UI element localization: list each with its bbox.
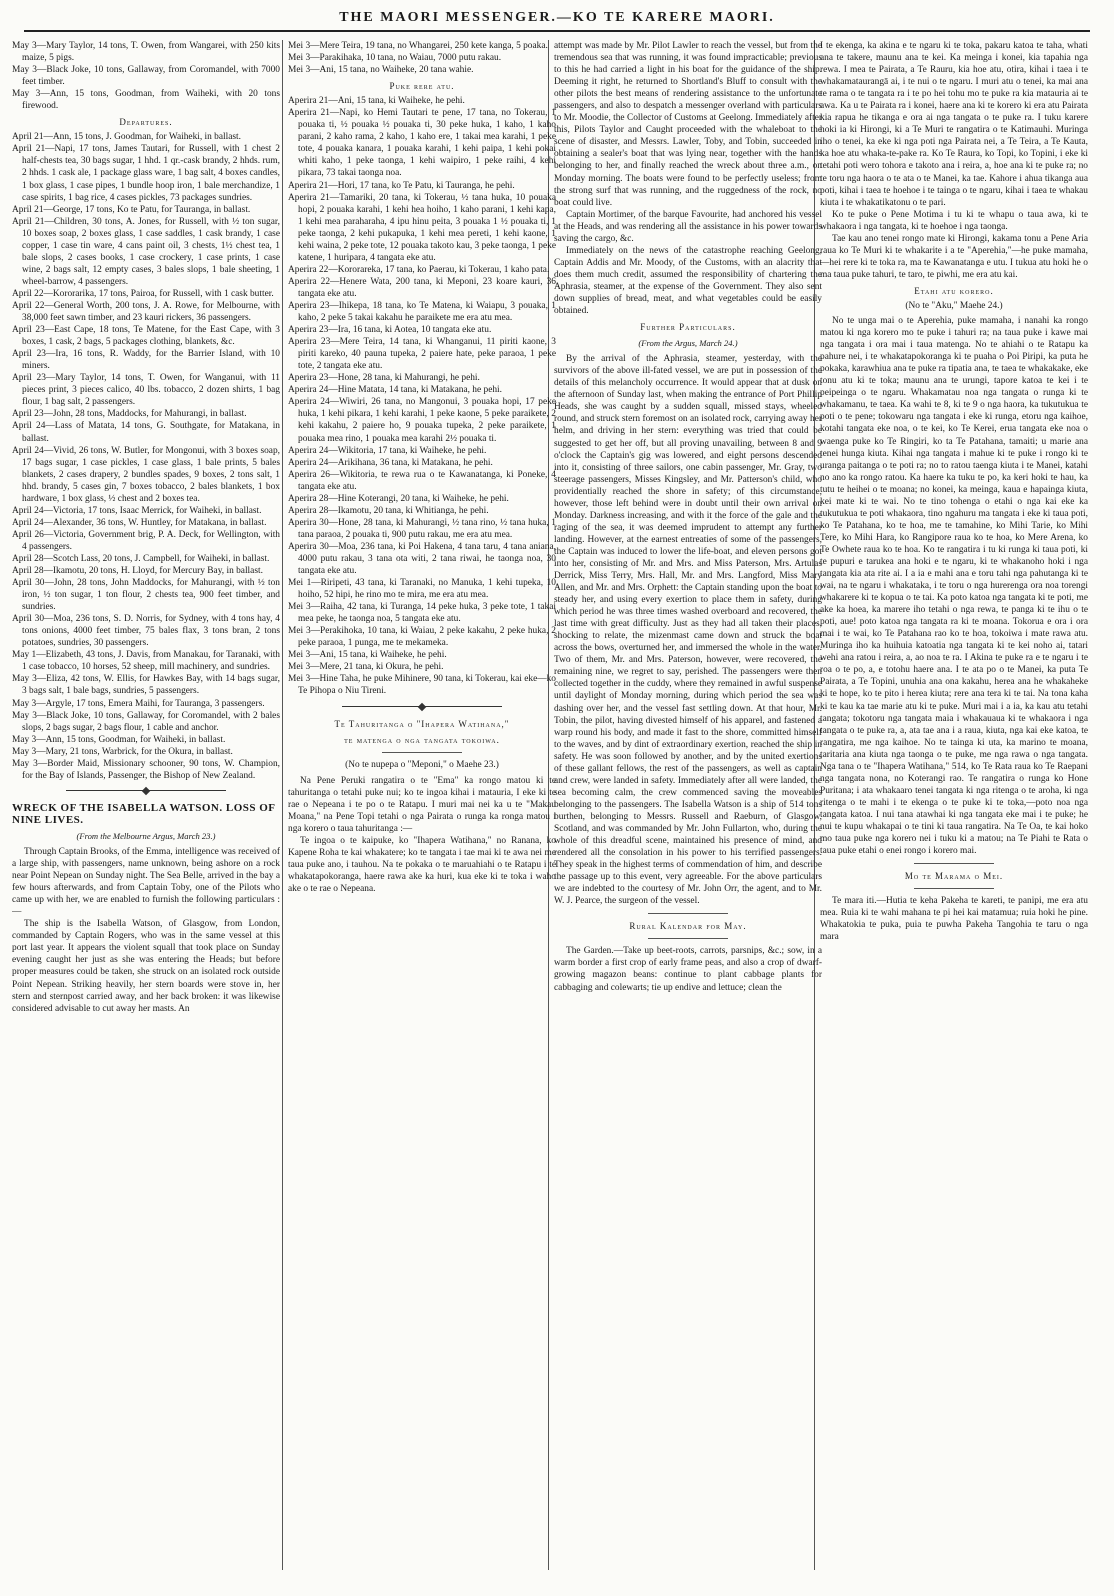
shipping-entry: April 24—Victoria, 17 tons, Isaac Merrick, for Waiheki, in ballast.	[12, 505, 262, 516]
arrivals-list	[12, 40, 280, 112]
paragraph: Tae kau ano tenei rongo mate ki Hirongi, kakama tonu a Pene Aria raua ko Te Muri ki te whakarite i a te "Aperehia,"—he puke mamaha,—hei rere ki te toka ra, ma te Kawanatanga e utu. I tukua atu hoki he o ma taua puke tahuri, te taro, te piwhi, me era atu kai.	[820, 233, 1088, 280]
shipping-entry: April 22—Kororarika, 17 tons, Pairoa, for Russell, with 1 cask butter.	[12, 288, 274, 299]
shipping-entry: May 3—Ann, 15 tons, Goodman, from Waiheki, with 20 tons firewood.	[12, 89, 280, 112]
shipping-entry: April 24—Lass of Matata, 14 tons, G. Southgate, for Matakana, in ballast.	[12, 421, 280, 444]
shipping-entry: Aperira 21—Ani, 15 tana, ki Waiheke, he pehi.	[288, 96, 465, 107]
short-rule	[914, 888, 994, 889]
calendar-heading: Mo te Marama o Mei.	[904, 871, 1004, 882]
shipping-entry: Mei 3—Hine Taha, he puke Mihinere, 90 tana, ki Tokerau, kai eke—ko Te Pihopa o Niu Tireni.	[288, 674, 556, 697]
departures-heading: Puke rere atu.	[389, 81, 455, 92]
shipping-entry: May 3—Black Joke, 10 tons, Gallaway, from Coromandel, with 7000 feet timber.	[12, 65, 280, 88]
column-4	[820, 40, 1088, 1580]
paragraph: Te ingoa o te kaipuke, ko "Ihapera Watihana," no Ranana, ko Kapene Roha te kai whakatere; ko te tangata i tae mai ki te awa nei me taua puke ano, i tauhou. Na te pokaka o te maruahiahi o te Ratapu i te whakatapokoranga, haere rawa ake ka huri, kua eke ki te toka i waho ake o te rae o Nepeana.	[288, 835, 556, 895]
wreck-heading: Te Tahuritanga o "Ihapera Watihana,"	[334, 718, 510, 729]
short-rule	[648, 913, 728, 914]
paragraph: Immediately on the news of the catastrophe reaching Geelong, Captain Addis and Mr. Moody, of the Customs, with an alacrity that does them much credit, assumed the responsibility of chartering the Aphrasia, steamer, at the expense of the Government. They also sent down supplies of bread, meat, and what vegetables could be easily obtained.	[554, 245, 822, 317]
departures-heading: Departures.	[119, 117, 173, 128]
column-2	[288, 40, 556, 1580]
arrivals-list	[288, 40, 556, 76]
column-3	[554, 40, 822, 1580]
shipping-entry: April 21—George, 17 tons, Ko te Patu, for Tauranga, in ballast.	[12, 204, 251, 215]
shipping-entry: May 3—Ann, 15 tons, Goodman, for Waiheki, in ballast.	[12, 734, 226, 745]
shipping-entry: April 21—Ann, 15 tons, J. Goodman, for Waiheki, in ballast.	[12, 132, 241, 143]
shipping-entry: April 23—East Cape, 18 tons, Te Matene, for the East Cape, with 3 boxes, 1 cask, 2 bags, 5 packages clothing, blankets, &c.	[12, 325, 280, 348]
shipping-entry: Aperira 24—Wiwiri, 26 tana, no Mangonui, 3 pouaka hopi, 17 peke huka, 1 kehi pikara, 1 kehi karahi, 1 peke kaone, 5 peke paraikete, 2 kehi kakahu, 2 paiere ho, 9 pouaka tupeka, 2 peke paraikete, 1 pouaka mea rino, 1 pouaka mea karahi 2½ pouaka ti.	[288, 397, 556, 444]
shipping-entry: Mei 1—Riripeti, 43 tana, ki Taranaki, no Manuka, 1 kehi tupeka, 10 hoiho, 52 hipi, he rino mo te mira, me era atu mea.	[288, 578, 556, 601]
shipping-entry: Aperira 26—Wikitoria, te rewa rua o te Kawanatanga, ki Poneke, 4 tangata eke atu.	[288, 469, 556, 492]
shipping-entry: April 28—Scotch Lass, 20 tons, J. Campbell, for Waiheki, in ballast.	[12, 553, 270, 564]
shipping-entry: April 21—Napi, 17 tons, James Tautari, for Russell, with 1 chest 2 half-chests tea, 30 bags sugar, 1 hhd. 1 qr.-cask brandy, 2 hhds. rum, 2 hhds. 1 cask ale, 1 package glass ware, 1 bag salt, 4 boxes candles, 1 box glass, 1 case pipes, 1 bundle hoop iron, 1 bale merchandize, 1 case spirits, 1 bag rice, 4 cases pickles, 73 packages sundries.	[12, 144, 280, 203]
short-rule	[382, 752, 462, 753]
paragraph: Na Pene Peruki rangatira o te "Ema" ka rongo matou ki te tahuritanga o tetahi puke nui; ko te ingoa kihai i matauria, I eke ki te rae o Nepeana i te po o te Ratapu. I muri mai nei ka u te "Makau Moana," na Pene Topi tetahi o nga Pairata o runga ka ronga matou i nga korero o taua tahuritanga :—	[288, 775, 556, 834]
shipping-entry: Aperira 23—Mere Teira, 14 tana, ki Whanganui, 11 piriti kaone, 3 piriti kareko, 40 pauna tupeka, 2 paiere hate, peke paraoa, 1 peke tote, 2 tangata eke atu.	[288, 337, 556, 372]
column-1	[12, 40, 280, 1580]
shipping-entry: Aperira 23—Hone, 28 tana, ki Mahurangi, he pehi.	[288, 373, 480, 384]
masthead	[0, 0, 1114, 40]
shipping-entry: April 30—Moa, 236 tons, S. D. Norris, for Sydney, with 4 tons hay, 4 tons onions, 4000 feet timber, 75 bales flax, 3 tons bran, 2 tons potatoes, sundries, 30 passengers.	[12, 614, 280, 649]
further-heading: Etahi atu korero.	[914, 285, 994, 296]
shipping-entry: May 3—Black Joke, 10 tons, Gallaway, for Coromandel, with 2 bales slops, 2 bags sugar, 2 bags flour, 1 cable and anchor.	[12, 710, 280, 733]
wreck-source: (From the Melbourne Argus, March 23.)	[76, 830, 216, 841]
wreck-source: (No te nupepa o "Meponi," o Maehe 23.)	[345, 759, 499, 770]
wreck-heading: WRECK OF THE ISABELLA WATSON. LOSS OF NINE LIVES.	[12, 801, 276, 826]
shipping-entry: Aperira 21—Hori, 17 tana, ko Te Patu, ki Tauranga, he pehi.	[288, 180, 515, 191]
shipping-entry: Aperira 23—Ihikepa, 18 tana, ko Te Matena, ki Waiapu, 3 pouaka, 1 kaho, 2 peke 5 takai kakahu he paraikete me era atu mea.	[288, 300, 556, 324]
departures-list	[288, 95, 556, 697]
shipping-entry: April 30—John, 28 tons, John Maddocks, for Mahurangi, with ½ ton iron, ½ ton sugar, 1 ton flour, 2 chests tea, 900 feet timber, and sundries.	[12, 578, 280, 613]
paragraph: attempt was made by Mr. Pilot Lawler to reach the vessel, but from the tremendous sea that was running, it was found impracticable; previous to this he had carried a light in his boat for the guidance of the ship. Deeming it right, he returned to Shortland's Bluff to consult with the other pilots the best means of rendering assistance to the unfortunate passengers, and also to despatch a messenger overland with particulars to Mr. Moodie, the Collector of Customs at Geelong. Immediately after this, Pilots Taylor and Caught proceeded with the whaleboat to the scene of disaster, and Messrs. Lawler, Toby, and Tobin, succeeded in obtaining a sealer's boat that was lying near, together with the hands belonging to her, and finally reached the wreck about three a.m., on Monday morning. The boats were found to be perfectly useless; from the strong surf that was running, and the ruggedness of the rock, no boat could live.	[554, 41, 822, 208]
shipping-entry: April 23—Mary Taylor, 14 tons, T. Owen, for Wanganui, with 11 pieces print, 3 pieces calico, 40 lbs. tobacco, 2 dozen shirts, 1 bag flour, 1 bag salt, 2 passengers.	[12, 373, 280, 408]
shipping-entry: Aperira 30—Hone, 28 tana, ki Mahurangi, ½ tana rino, ½ tana huka, 1 tana paraoa, 2 pouaka ti, 900 putu rakau, me era atu mea.	[288, 517, 556, 540]
shipping-entry: Aperira 23—Ira, 16 tana, ki Aotea, 10 tangata eke atu.	[288, 325, 492, 336]
shipping-entry: Mei 3—Ani, 15 tana, ki Waiheke, he pehi.	[288, 650, 447, 661]
shipping-entry: Mei 3—Mere, 21 tana, ki Okura, he pehi.	[288, 662, 444, 673]
shipping-entry: April 28—Ikamotu, 20 tons, H. Lloyd, for Mercury Bay, in ballast.	[12, 566, 263, 577]
shipping-entry: April 26—Victoria, Government brig, P. A. Deck, for Wellington, with 4 passengers.	[12, 529, 280, 552]
shipping-entry: Aperira 28—Hine Koterangi, 20 tana, ki Waiheke, he pehi.	[288, 493, 509, 504]
short-rule	[648, 938, 728, 939]
shipping-entry: Aperira 24—Hine Matata, 14 tana, ki Matakana, he pehi.	[288, 385, 502, 396]
paragraph: The Garden.—Take up beet-roots, carrots, parsnips, &c.; sow, in a warm border a first crop of early frame peas, and also a crop of dwarf-growing magazon beans: continue to plant cabbage plants for cabbaging and colewarts; tie up endive and lettuce; clean the	[554, 946, 822, 993]
paragraph: No te unga mai o te Aperehia, puke mamaha, i nanahi ka rongo matou ki nga korero mo te puke i tahuri ra; na taua puke i kawe mai nga tangata i ora mai i taua matenga. No te ahiahi o te Ratapu ka pahure nei, i te whakatapokoranga ki te puaha o Poi Piripi, ka puta he pokaka, karawhiua ana te puke ra tipatia ana, te taea te whakakake, eke tonu atu ki te toka; maunu ana te urungi, tapore katoa te kei i te peipeinga o te ngaru. Whakamatau noa nga tangata o runga ki te whakamanu, te taea. Ka wahi te 8, ki te 9 o nga haora, ka tukutukua te poti o te pene; tokowaru nga tangata i eke ki runga, etoru nga kaihoe, kotahi tangata eke noa, o te kei, ko Te Kerei, erua tangata eke noa o waenga puke ko Te Ringiri, ko ta Te Patahana, tamaiti; u marie ana tenei hunga kiuta. Kihai nga tangata i mahue ki te puke i rongo ki te uranga paitanga o te poti ra; no to ratou taenga kiuta i te Manei, katahi no ano ka rongo ratou. Ka haere ka tuku te po, ka keri hoki te hau, ka tutu te heihei o te moana; no konei, ka meinga, kaua e hapainga kiuta, kei mate ki te wai. No te tino tohenga o etahi o nga kai eke ka tukutukua te poti whakaora, tino ngahuru ma tangata i eke ki taua poti, ko Te Patahana, ko te hoa, me te tamahine, ko Mihi Tarie, ko Mihi Tere, ko Mihi Hara, ko Rangipore raua ko te hoa, ko Mere Arena, ko Te Owhete raua ko te hoa. Ko te rangatira i tu ki runga ki taua poti, ki te pupuri e tarukea ana hoki e te ngaru, ki te whakanoho hoki i nga tangata kia ata rite ai. I a ia e mahi ana e toru tahi nga pahutanga ki te wai, na te ngaru i whakataka, i te toru o nga hurerenga ora noa torengi whakarere ki te kopua o te tai. Ka poto katoa nga tangata ki te poti, me ake ka hoea, ka marere iho tetahi o nga rewa, te panga ki te ihu o te poti, aue! poto katoa nga tangata ra ki te moana. Tokorua e ora i ora mai i te wai, ko Te Patahana rao ko te hoa, tokoiwa i mate rawa atu. Muringa iho ka huihuia katoatia nga tangata ki te kei noho ai, tatari wehi ana ratou i reira, a, ao noa te ra. I Akina te puke ra e te ngaru i te roa o te po, a, e totohu haere ana. I te ata po o te Manei, ka puta Te Pairata, a Te Topini, unuhia ana ona kakahu, herea ana he whakaheke ki te hope, ko te pito i herea kiuta; rere ana tera ki te tai. Na tona kaha ki te kau ka tae marie atu ki te puke. Muri mai i a ia, ka kau atu tetahi tangata; tokotoru nga tangata maia i whakauaua ki te whakaora i nga tangata o te puke ra, a, ata tae ana i a raua, kiuta, nga kai eke katoa, te rangatira, me nga kaihoe. No te tainga ki uta, ka marino te moana, taritaria ana kiuta nga taonga o te puke, me nga rawa o nga tangata. Nga tana o te "Ihapera Watihana," 514, ko Te Rata raua ko Te Raepani nga tangata nona, no Koterangi rao. Te rangatira o runga ko Hone Puritana; i ata whakaaro tenei tangata ki nga ritenga o te aroha, ki nga ritenga o te mahi i te ekenga o te puke ki te toka,—poto noa nga tangata katoa. I nui tana atawhai ki nga tangata eke mai i te puke; he nui te kupu whakapai o te tini ki taua rangatira. Na Te Oa, te kai hoko mo taua puke nga korero nei i tuku ki a matou; na Te Piahi te Rata o taua puke etahi o enei rongo i korero mai.	[820, 316, 1088, 857]
masthead-title: THE MAORI MESSENGER.—KO TE KARERE MAORI.	[339, 10, 775, 25]
shipping-entry: Aperira 28—Ikamotu, 20 tana, ki Whitianga, he pehi.	[288, 505, 489, 516]
masthead-rule	[24, 30, 1090, 32]
calendar-heading: Rural Kalendar for May.	[629, 921, 747, 932]
shipping-entry: Aperira 22—Henere Wata, 200 tana, ki Meponi, 23 koare kauri, 36 tangata eke atu.	[288, 276, 556, 299]
section-separator	[66, 790, 227, 796]
further-source: (From the Argus, March 24.)	[638, 338, 738, 349]
shipping-entry: Aperira 21—Napi, ko Hemi Tautari te pene, 17 tana, no Tokerau, 1 pouaka ti, ½ pouaka ½ pouaka ti, 30 peke huka, 1 kaho, 1 kaho parani, 2 kaho rama, 2 kaho, 1 kaho ere, 1 takai mea karahi, 1 peke tote, 4 pouaka kanara, 1 pouaka karahi, 1 kehi paipa, 1 kehi pokai whiti kaho, 1 peke taonga, 1 kehi waipiro, 1 peke raihi, 4 kehi pikara, 73 takai taonga noa.	[288, 108, 556, 179]
short-rule	[914, 863, 994, 864]
shipping-entry: Aperira 22—Kororareka, 17 tana, ko Paerau, ki Tokerau, 1 kaho pata.	[288, 264, 550, 275]
shipping-entry: May 3—Argyle, 17 tons, Emera Maihi, for Tauranga, 3 passengers.	[12, 698, 265, 709]
paragraph: I te ekenga, ka akina e te ngaru ki te toka, pakaru katoa te taha, whati ana te takere, maunu ana te kei. Ka meinga i konei, kia tapahia nga rewa. I mea te Pairata, a Te Rauru, kia hoe atu, otira, kihai i taea i te whakamataurangā ai, i te nui o te ngaru. I muri atu o tenei, ka mai ana te rama o te tangata ra i te po hei tohu mo te puke ra kia matauria ai te awa. Ka u te Pairata ra i konei, haere ana ki te korero ki era atu Pairata kia rapua he tikanga e ora ai nga tangata o te puke ra. I tuku karere hoki ia ki Hirongi, ki a Te Muri te rangatira o te Katimauhi. Muringa iho o tenei, ka eke ki nga poti nga Pairata nei, a Te Teira, a Te Kauta, ka hoe atu whaka-te-pake ra. Ko Te Raura, ko Topi, ko Topini, i eke ki tetahi poti wero tohora e takoto ana i reira, a, hoe ana ki te puke ra; no te toru nga haora o te ata o te Manei, ka tae. Kahore i ahua tikanga aua poti, kihai i taea te hoehoe i te tainga o te ngaru, kihai i taea te whakau kiuta i te whakatikatonu o te pari.	[820, 41, 1088, 208]
shipping-entry: April 23—Ira, 16 tons, R. Waddy, for the Barrier Island, with 10 miners.	[12, 349, 280, 372]
shipping-entry: April 21—Children, 30 tons, A. Jones, for Russell, with ½ ton sugar, 10 boxes soap, 2 boxes glass, 1 case saddles, 1 cask brandy, 1 case copper, 1 case tin ware, 4 cans paint oil, 3 chests, 1½ chest tea, 1 bale slops, 2 cases books, 1 case crockery, 1 case prints, 1 case wine, 2 bags salt, 12 empty cases, 3 bales slops, 1 bale sheeting, 1 wheel-barrow, 4 passengers.	[12, 216, 280, 287]
shipping-entry: Mei 3—Ani, 15 tana, no Waiheke, 20 tana wahie.	[288, 65, 474, 76]
paragraph: Captain Mortimer, of the barque Favourite, had anchored his vessel at the Heads, and was rendering all the assistance in his power towards saving the cargo, &c.	[554, 209, 822, 244]
paragraph: Ko te puke o Pene Motima i tu ki te whapu o taua awa, ki te whakaora i nga tangata, ki te hoehoe i nga taonga.	[820, 209, 1088, 232]
further-source: (No te "Aku," Maehe 24.)	[905, 300, 1003, 311]
shipping-entry: Aperira 30—Moa, 236 tana, ki Poi Hakena, 4 tana taru, 4 tana aniana, 4000 putu rakau, 3 tana ota witi, 2 tana riwai, he taonga noa, 30 tangata eke atu.	[288, 541, 556, 577]
shipping-entry: April 23—John, 28 tons, Maddocks, for Mahurangi, in ballast.	[12, 409, 247, 420]
shipping-entry: May 3—Mary, 21 tons, Warbrick, for the Okura, in ballast.	[12, 746, 233, 757]
section-separator	[342, 706, 503, 712]
shipping-entry: Mei 3—Parakihaka, 10 tana, no Waiau, 7000 putu rakau.	[288, 53, 502, 64]
paragraph: Te mara iti.—Hutia te keha Pakeha te kareti, te panipi, me era atu mea. Ruia ki te wahi mahana te pi hei kai matamua; ruia hoki he pine. Whakatokia te puka, puia te puwha Pakeha Tangohia te taru o nga mara	[820, 896, 1088, 943]
departures-list	[12, 131, 280, 782]
shipping-entry: May 3—Mary Taylor, 14 tons, T. Owen, from Wangarei, with 250 kits maize, 5 pigs.	[12, 41, 280, 64]
column-divider	[282, 40, 283, 1570]
shipping-entry: Aperira 21—Tamariki, 20 tana, ki Tokerau, ½ tana huka, 10 pouaka hopi, 2 pouaka karahi, 1 kehi hea hoiho, 1 kaho parani, 1 kehi kapa, 1 kehi mea paraharaha, 4 ipu hinu peita, 3 pouaka 1 ½ pouaka ti, 1 peke taonga, 2 kehi pukapuka, 1 kehi mea pereti, 1 kehi kaone, 1 kehi waina, 2 peke tote, 12 pouaka takoto kau, 3 peke taonga, 1 peke katene, 1 huripara, 4 tangata eke atu.	[288, 192, 556, 263]
paragraph: The ship is the Isabella Watson, of Glasgow, from London, commanded by Captain Rogers, who was in the same vessel at this port last year. It appears the violent squall that took place on Sunday evening caught her just as she was entering the Heads; but before proper measures could be taken, she struck on an isolated rock outside Point Nepean. Striking heavily, her stern boards were stove in, her stern and sternpost carried away, and her back broken: it was likewise considered advisable to cut away her masts. An	[12, 919, 280, 1014]
shipping-entry: May 3—Border Maid, Missionary schooner, 90 tons, W. Champion, for the Bay of Islands, Passenger, the Bishop of New Zealand.	[12, 758, 280, 781]
shipping-entry: Mei 3—Perakihoka, 10 tana, ki Waiau, 2 peke kakahu, 2 peke huka, 2 peke paraoa, 1 punga, me te mekameka.	[288, 626, 556, 649]
wreck-subheading: te matenga o nga tangata tokoiwa.	[344, 734, 500, 745]
shipping-entry: April 24—Vivid, 26 tons, W. Butler, for Mongonui, with 3 boxes soap, 17 bags sugar, 1 case pickles, 1 case glass, 1 bale prints, 5 bales blankets, 2 cases drapery, 2 bundles spades, 9 boxes, 2 tons salt, 1 hhd. brandy, 5 cases gin, 7 boxes tobacco, 2 bales blankets, 1 box hardware, 1 box glass, ½ chest and 2 boxes tea.	[12, 445, 280, 504]
shipping-entry: Aperira 24—Wikitoria, 17 tana, ki Waiheke, he pehi.	[288, 445, 487, 456]
shipping-entry: May 1—Elizabeth, 43 tons, J. Davis, from Manakau, for Taranaki, with 1 case tobacco, 10 horses, 52 sheep, mill machinery, and sundries.	[12, 650, 280, 673]
further-heading: Further Particulars.	[640, 322, 736, 333]
shipping-entry: April 22—General Worth, 200 tons, J. A. Rowe, for Melbourne, with 38,000 feet sawn timber, and 23 kauri rickers, 36 passengers.	[12, 300, 280, 324]
shipping-entry: Mei 3—Raiha, 42 tana, ki Turanga, 14 peke huka, 3 peke tote, 1 takai mea peke, he taonga noa, 5 tangata eke atu.	[288, 602, 556, 625]
shipping-entry: Aperira 24—Arikihana, 36 tana, ki Matakana, he pehi.	[288, 457, 493, 468]
paragraph: Through Captain Brooks, of the Emma, intelligence was received of a large ship, with passengers, name unknown, being ashore on a rock near Point Nepean on Sunday night. The Sea Belle, arrived in the bay a few hours afterwards, and from Captain Toby, one of the Pilots who came up with her, we are enabled to furnish the following particulars :—	[12, 847, 280, 918]
shipping-entry: Mei 3—Mere Teira, 19 tana, no Whangarei, 250 kete kanga, 5 poaka.	[288, 41, 548, 51]
shipping-entry: April 24—Alexander, 36 tons, W. Huntley, for Matakana, in ballast.	[12, 517, 267, 528]
paragraph: By the arrival of the Aphrasia, steamer, yesterday, with the survivors of the above ill-fated vessel, we are put in possession of the details of this melancholy occurrence. It would appear that at dusk on the afternoon of Sunday last, when making the entrance of Port Phillip Heads, she was caught by a sudden squall, missed stays, wheeled round, and struck stern foremost on an isolated rock, carrying away her helm, and driving in her stern: everything was tried that could be suggested to get her off, but all proving unavailing, between 8 and 9 o'clock the Captain's gig was lowered, and eight persons descended into it, consisting of three sailors, one cabin passenger, Mr. Gray, two steerage passengers, Misses Kingsley, and Mr. Patterson's child, who providentially reached the shore in safety; of this circumstance, however, those left behind were in doubt until their own arrival on Monday. Darkness increasing, and with it the force of the gale and the raging of the sea, it was deemed imprudent to attempt any further landing. However, at the earnest entreaties of some of the passengers, the Captain was induced to lower the life-boat, and eleven persons got into her, consisting of Mr. and Mrs. and Miss Paterson, Mrs. Artulas Derrick, Miss Terry, Mrs. Hall, Mr. and Mrs. Langford, Miss Mary Allen, and Mr. and Mrs. Orphett: the Captain standing upon the boat to steady her, and using every exertion to place them in safety, during which period he was three times washed overboard and recovered, the last time with great difficulty. Just as they had all taken their places, shocking to relate, the mizenmast came down and struck the boat across the bows, overturned her, and immersed the whole in the water. Two of them, Mr. and Mrs. Paterson, however, were recovered, the remaining nine, we regret to say, perished. The passengers were then collected together in the cuddy, where they remained in awful suspense until daylight of Monday morning, during which period the sea was dashing over her, and the vessel fast settling down. At that hour, Mr. Tobin, the pilot, having divested himself of his apparel, and fastened a warp round his body, and made it fast to the shore, committed himself to the waves, and by dint of extraordinary exertion, reached the ship in safety. He was soon followed by another, and by the united exertions of these gallant fellows, the rest of the passengers, as well as captain and crew, were landed in safety. Immediately after all were landed, the sea becoming calm, the crew commenced saving the moveables belonging to the passengers. The Isabella Watson is a ship of 514 tons burthen, belonging to Messrs. Russell and Raeburn, of Glasgow, Scotland, and was commanded by Mr. John Fullarton, who, during the whole of this dreadful scene, maintained his presence of mind, and rendered all the consolation in his power to his terrified passengers. They speak in the highest terms of commendation of him, and describe the passage up to this event, very agreeable. For the above particulars we are indebted to the courtesy of Mr. John Orr, the agent, and to Mr. W. J. Pearce, the surgeon of the vessel.	[554, 354, 822, 907]
shipping-entry: May 3—Eliza, 42 tons, W. Ellis, for Hawkes Bay, with 14 bags sugar, 3 bags salt, 1 bale bags, sundries, 5 passengers.	[12, 674, 280, 697]
